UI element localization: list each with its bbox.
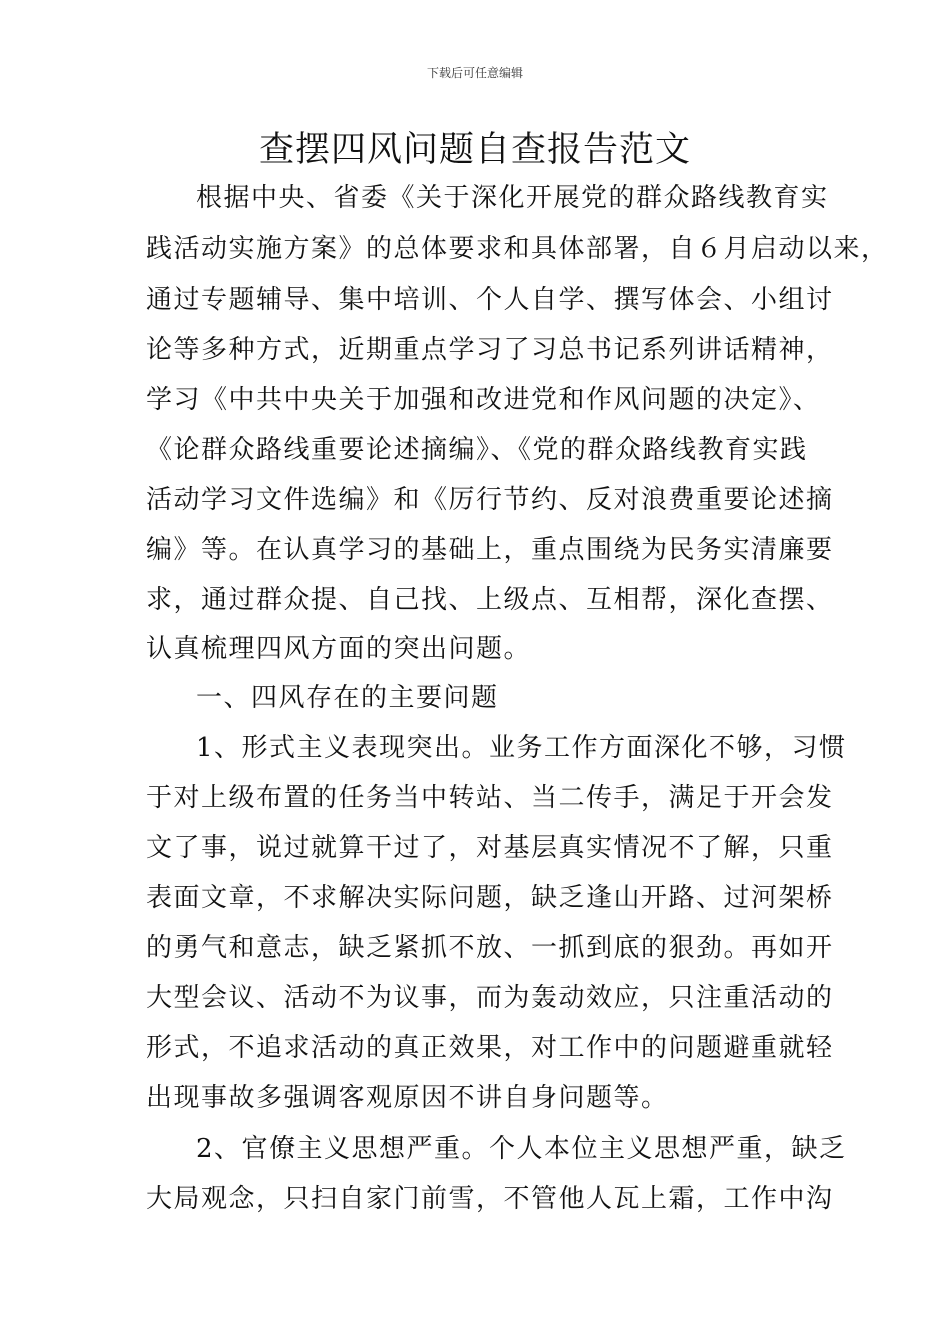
- paragraph-line: 的勇气和意志，缺乏紧抓不放、一抓到底的狠劲。再如开: [146, 933, 834, 963]
- paragraph-line: 根据中央、省委《关于深化开展党的群众路线教育实: [196, 183, 829, 213]
- paragraph-line: 于对上级布置的任务当中转站、当二传手，满足于开会发: [146, 783, 834, 813]
- paragraph-line: 出现事故多强调客观原因不讲自身问题等。: [146, 1083, 669, 1113]
- paragraph-line: 活动学习文件选编》和《厉行节约、反对浪费重要论述摘: [146, 485, 834, 515]
- paragraph-line: 学习《中共中央关于加强和改进党和作风问题的决定》、: [146, 385, 821, 415]
- paragraph-line: 2、官僚主义思想严重。个人本位主义思想严重，缺乏: [196, 1134, 847, 1164]
- paragraph-line: 形式，不追求活动的真正效果，对工作中的问题避重就轻: [146, 1033, 834, 1063]
- paragraph-line: 大局观念，只扫自家门前雪，不管他人瓦上霜，工作中沟: [146, 1184, 834, 1214]
- section-heading: 一、四风存在的主要问题: [196, 683, 499, 713]
- paragraph-line: 《论群众路线重要论述摘编》、《党的群众路线教育实践: [146, 435, 808, 465]
- header-note: 下载后可任意编辑: [426, 66, 523, 80]
- paragraph-line: 编》等。在认真学习的基础上，重点围绕为民务实清廉要: [146, 535, 834, 565]
- paragraph-line: 文了事，说过就算干过了，对基层真实情况不了解，只重: [146, 833, 834, 863]
- paragraph-line: 践活动实施方案》的总体要求和具体部署，自６月启动以来，: [146, 234, 889, 264]
- document-title: 查摆四风问题自查报告范文: [258, 130, 691, 170]
- paragraph-line: 通过专题辅导、集中培训、个人自学、撰写体会、小组讨: [146, 285, 834, 315]
- paragraph-line: 大型会议、活动不为议事，而为轰动效应，只注重活动的: [146, 983, 834, 1013]
- paragraph-line: 表面文章，不求解决实际问题，缺乏逢山开路、过河架桥: [146, 883, 834, 913]
- paragraph-line: 认真梳理四风方面的突出问题。: [146, 634, 532, 664]
- paragraph-line: 论等多种方式，近期重点学习了习总书记系列讲话精神，: [146, 335, 834, 365]
- paragraph-line: 1、形式主义表现突出。业务工作方面深化不够，习惯: [196, 733, 847, 763]
- paragraph-line: 求，通过群众提、自己找、上级点、互相帮，深化查摆、: [146, 585, 834, 615]
